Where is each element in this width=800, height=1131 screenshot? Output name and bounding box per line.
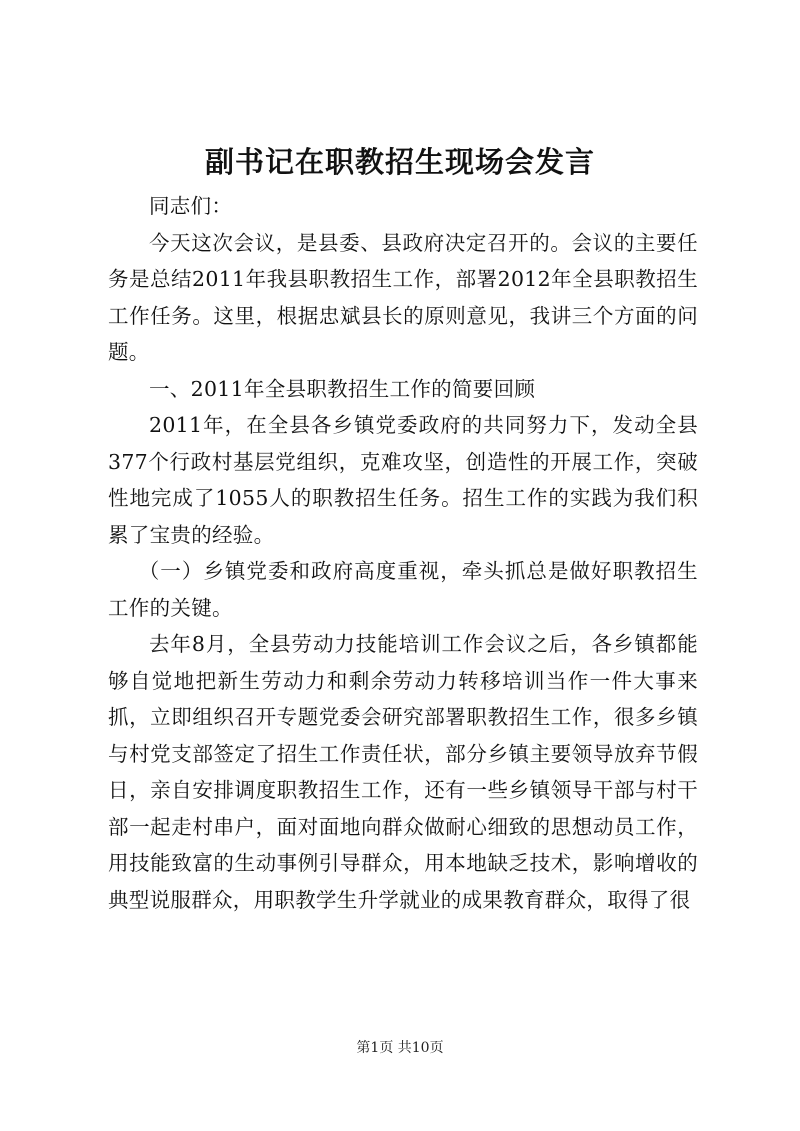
subsection-heading: （一）乡镇党委和政府高度重视，牵头抓总是做好职教招生工作的关键。: [108, 559, 698, 620]
intro-paragraph: 今天这次会议，是县委、县政府决定召开的。会议的主要任务是总结2011年我县职教招生工作，部署2012年全县职教招生工作任务。这里，根据忠斌县长的原则意见，我讲三个方面的问题。: [108, 230, 698, 364]
document-body: [108, 188, 698, 918]
page-number-footer: 第1页 共10页: [356, 1040, 444, 1056]
page-title: 副书记在职教招生现场会发言: [204, 145, 595, 179]
detail-paragraph: 去年8月，全县劳动力技能培训工作会议之后，各乡镇都能够自觉地把新生劳动力和剩余劳动力转移培训当作一件大事来抓，立即组织召开专题党委会研究部署职教招生工作，很多乡镇与村党支部签定了招生工作责任状，部分乡镇主要领导放弃节假日，亲自安排调度职教招生工作，还有一些乡镇领导干部与村干部一起走村串户，面对面地向群众做耐心细致的思想动员工作，用技能致富的生动事例引导群众，用本地缺乏技术，影响增收的典型说服群众，用职教学生升学就业的成果教育群众，取得了很: [108, 632, 698, 912]
section-heading: 一、2011年全县职教招生工作的简要回顾: [149, 376, 536, 401]
salutation-paragraph: 同志们：: [149, 194, 233, 218]
review-paragraph: 2011年，在全县各乡镇党委政府的共同努力下，发动全县377个行政村基层党组织，克难攻坚，创造性的开展工作，突破性地完成了1055人的职教招生任务。招生工作的实践为我们积累了宝贵的经验。: [108, 413, 698, 547]
